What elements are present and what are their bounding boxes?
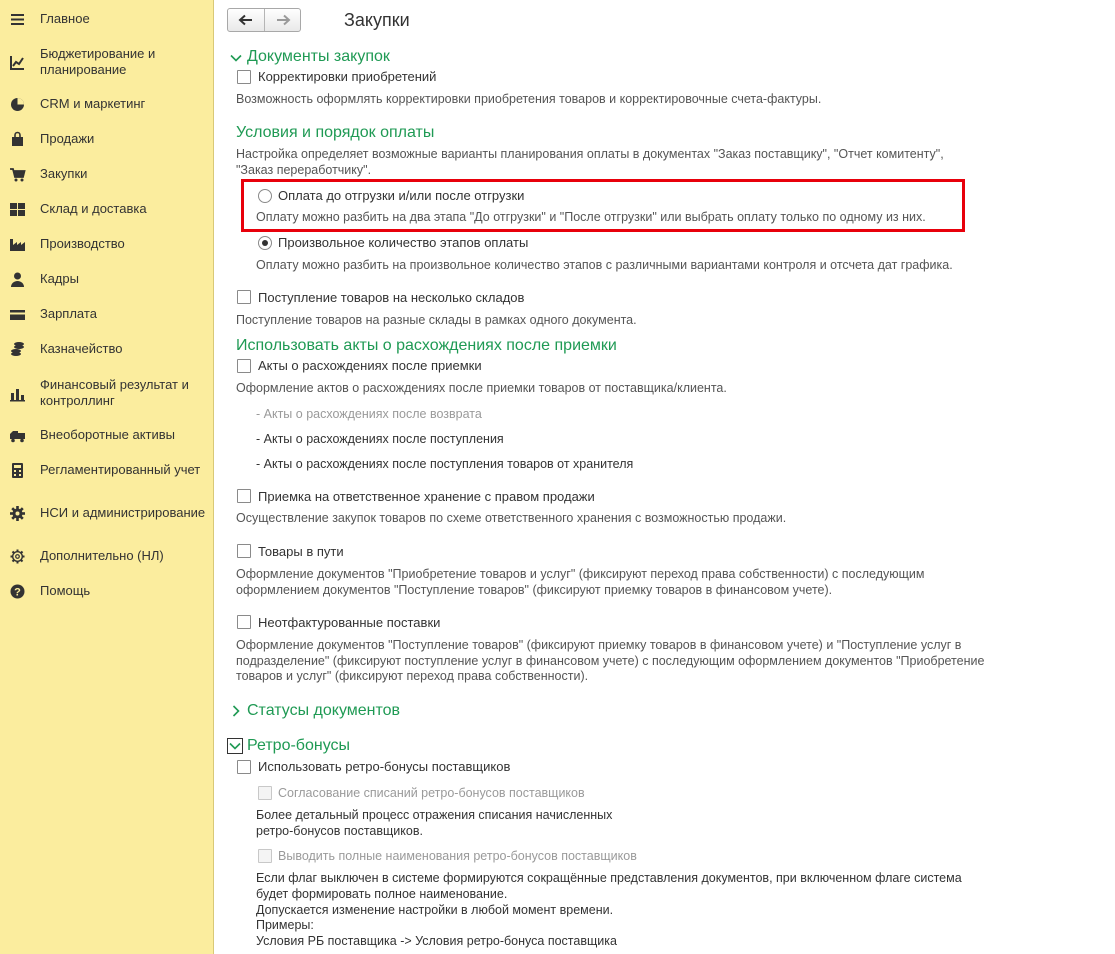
shopping-bag-icon [9, 131, 26, 148]
calculator-icon [9, 462, 26, 479]
sidebar-item-label: Помощь [40, 583, 91, 598]
payment-terms-description: Настройка определяет возможные варианты планирования оплаты в документах "Заказ поставщику", "Отчет комитенту", "Заказ переработчику". [236, 147, 944, 177]
chart-growth-icon [9, 54, 26, 71]
discrepancy-after-return: - Акты о расхождениях после возврата [256, 407, 482, 421]
uninvoiced-label[interactable]: Неотфактурованные поставки [258, 615, 441, 630]
multi-warehouse-description: Поступление товаров на разные склады в рамках одного документа. [236, 313, 637, 327]
forward-button[interactable] [264, 9, 300, 31]
coins-icon [9, 341, 26, 358]
sidebar-item-label: Регламентированный учет [40, 462, 201, 477]
sidebar-item-label: Бюджетирование и планирование [40, 46, 156, 77]
sidebar-item-label: Склад и доставка [40, 201, 147, 216]
bar-chart-icon [9, 385, 26, 402]
adjustments-description: Возможность оформлять корректировки приобретения товаров и корректировочные счета-фактуры. [236, 92, 822, 106]
custody-label[interactable]: Приемка на ответственное хранение с правом продажи [258, 489, 595, 504]
sidebar-item-label: Финансовый результат и контроллинг [40, 377, 189, 408]
retro-fullnames-example: Условия РБ поставщика -> Условия ретро-бонуса поставщика [256, 934, 617, 948]
custody-checkbox[interactable] [237, 489, 251, 503]
factory-icon [9, 236, 26, 253]
multi-warehouse-label[interactable]: Поступление товаров на несколько складов [258, 290, 525, 305]
sidebar-item-label: CRM и маркетинг [40, 96, 146, 111]
arrow-right-icon [275, 14, 291, 26]
help-icon [9, 583, 26, 600]
sidebar-item-crm[interactable] [0, 95, 214, 113]
in-transit-checkbox[interactable] [237, 544, 251, 558]
section-title-purchase-documents[interactable]: Документы закупок [247, 48, 390, 65]
retro-fullnames-note: Допускается изменение настройки в любой момент времени. [256, 903, 614, 917]
adjustments-checkbox[interactable] [237, 70, 251, 84]
cart-icon [9, 166, 26, 183]
section-title-discrepancy-acts: Использовать акты о расхождениях после приемки [236, 337, 617, 354]
sidebar-item-label: Зарплата [40, 306, 97, 321]
retro-bonuses-label[interactable]: Использовать ретро-бонусы поставщиков [258, 759, 511, 774]
discrepancy-after-receipt[interactable]: - Акты о расхождениях после поступления [256, 432, 504, 446]
sidebar-item-help[interactable] [0, 582, 214, 600]
sidebar-item-label: Закупки [40, 166, 88, 181]
sidebar [0, 0, 214, 954]
chevron-down-icon[interactable] [227, 738, 243, 754]
uninvoiced-description: Оформление документов "Поступление товаров" (фиксируют приемку товаров в финансовом учете) и "Поступление услуг в подразделение" (фиксируют поступление услуг в финансовом учете) с последующим оформлением документов "Приобретение товаров и услуг" (фиксируют переход права собственности). [236, 638, 985, 683]
discrepancy-acts-description: Оформление актов о расхождениях после приемки товаров от поставщика/клиента. [236, 381, 727, 395]
warehouse-grid-icon [9, 201, 26, 218]
sidebar-item-fixed-assets[interactable] [0, 426, 214, 444]
sidebar-item-label: Главное [40, 11, 90, 26]
person-icon [9, 271, 26, 288]
sidebar-item-label: Кадры [40, 271, 79, 286]
gear-icon [9, 505, 26, 522]
sidebar-item-admin[interactable] [0, 496, 214, 530]
section-title-payment-terms: Условия и порядок оплаты [236, 124, 435, 141]
back-button[interactable] [228, 9, 264, 31]
sidebar-item-budgeting[interactable] [0, 45, 214, 79]
chevron-right-icon[interactable] [229, 704, 243, 718]
sidebar-item-regulated-accounting[interactable] [0, 461, 214, 479]
wallet-card-icon [9, 306, 26, 323]
sidebar-item-salary[interactable] [0, 305, 214, 323]
sidebar-item-purchases[interactable] [0, 165, 214, 183]
menu-lines-icon [9, 11, 26, 28]
sidebar-item-production[interactable] [0, 235, 214, 253]
retro-approval-checkbox [258, 786, 272, 800]
pie-chart-icon [9, 96, 26, 113]
payment-before-after-radio[interactable] [258, 189, 272, 203]
retro-bonuses-checkbox[interactable] [237, 760, 251, 774]
payment-arbitrary-stages-description: Оплату можно разбить на произвольное количество этапов с различными вариантами контроля и отсчета дат графика. [256, 258, 953, 272]
adjustments-label[interactable]: Корректировки приобретений [258, 69, 437, 84]
sidebar-item-label: НСИ и администрирование [40, 505, 206, 520]
sidebar-item-label: Продажи [40, 131, 95, 146]
section-title-retro-bonuses[interactable]: Ретро-бонусы [247, 737, 351, 754]
sidebar-item-financial-result[interactable] [0, 376, 214, 410]
uninvoiced-checkbox[interactable] [237, 615, 251, 629]
sidebar-item-label: Казначейство [40, 341, 123, 356]
retro-fullnames-examples-heading: Примеры: [256, 918, 314, 932]
in-transit-label[interactable]: Товары в пути [258, 544, 344, 559]
section-title-document-statuses[interactable]: Статусы документов [247, 702, 401, 719]
custody-description: Осуществление закупок товаров по схеме ответственного хранения с возможностью продажи. [236, 511, 787, 525]
payment-before-after-label[interactable]: Оплата до отгрузки и/или после отгрузки [278, 188, 525, 203]
discrepancy-acts-checkbox[interactable] [237, 359, 251, 373]
multi-warehouse-checkbox[interactable] [237, 290, 251, 304]
arrow-left-icon [238, 14, 254, 26]
page-title: Закупки [344, 10, 410, 30]
chevron-down-icon[interactable] [229, 51, 243, 65]
discrepancy-acts-label[interactable]: Акты о расхождениях после приемки [258, 358, 482, 373]
sidebar-item-hr[interactable] [0, 270, 214, 288]
sidebar-item-sales[interactable] [0, 130, 214, 148]
in-transit-description: Оформление документов "Приобретение товаров и услуг" (фиксируют переход права собственности) с последующим оформлением документов "Поступление товаров" (фиксируют приемку товаров в финансовом учете). [236, 567, 925, 597]
retro-fullnames-checkbox [258, 849, 272, 863]
gear-outline-icon [9, 548, 26, 565]
payment-arbitrary-stages-radio[interactable] [258, 236, 272, 250]
retro-approval-description: Более детальный процесс отражения списания начисленных ретро-бонусов поставщиков. [256, 808, 613, 838]
truck-icon [9, 427, 26, 444]
navigation-buttons [227, 8, 301, 32]
retro-fullnames-label: Выводить полные наименования ретро-бонусов поставщиков [278, 849, 637, 863]
discrepancy-after-receipt-from-keeper[interactable]: - Акты о расхождениях после поступления товаров от хранителя [256, 457, 634, 471]
retro-approval-label: Согласование списаний ретро-бонусов поставщиков [278, 786, 585, 800]
sidebar-item-treasury[interactable] [0, 340, 214, 358]
sidebar-item-label: Производство [40, 236, 125, 251]
payment-before-after-description: Оплату можно разбить на два этапа "До отгрузки" и "После отгрузки" или выбрать оплату только по одному из них. [256, 210, 926, 224]
svg-text:?: ? [14, 586, 21, 598]
retro-fullnames-description: Если флаг выключен в системе формируются сокращённые представления документов, при включенном флаге система будет формировать полное наименование. [256, 871, 962, 901]
sidebar-item-warehouse[interactable] [0, 200, 214, 218]
sidebar-item-label: Внеоборотные активы [40, 427, 176, 442]
payment-arbitrary-stages-label[interactable]: Произвольное количество этапов оплаты [278, 235, 529, 250]
sidebar-item-label: Дополнительно (НЛ) [40, 548, 164, 563]
sidebar-item-main[interactable] [0, 10, 214, 28]
sidebar-item-additional[interactable] [0, 547, 214, 565]
